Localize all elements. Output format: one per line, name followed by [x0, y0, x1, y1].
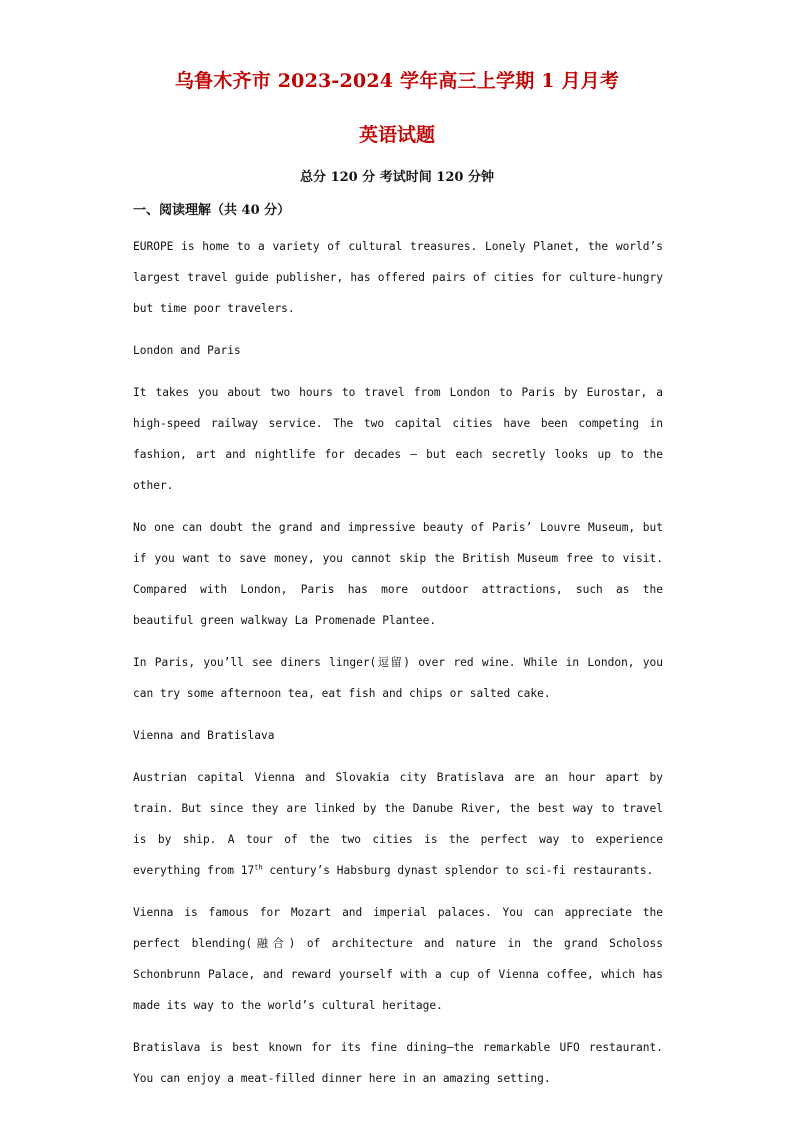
paragraph-danube-main: Austrian capital Vienna and Slovakia city Bratislava are an hour apart by train. But since they are linked by the Danube River, the best way to travel is by ship. A tour of the two cities is the perfect way to experience everything from 17: [133, 771, 663, 877]
paragraph-vienna: Vienna is famous for Mozart and imperial palaces. You can appreciate the perfect blending(融合) of architecture and nature in the grand Scholoss Schonbrunn Palace, and reward yourself with a cup of Vienna coffee, which has made its way to the world’s cultural heritage.: [133, 906, 663, 1012]
paragraph-danube: [133, 762, 663, 886]
exam-info: 总分 120 分 考试时间 120 分钟: [300, 170, 494, 185]
paragraph-museums: No one can doubt the grand and impressive beauty of Paris’ Louvre Museum, but if you want to save money, you cannot skip the British Museum free to visit. Compared with London, Paris has more outdoor attractions, such as the beautiful green walkway La Promenade Plantee.: [133, 521, 663, 627]
paragraph-eurostar: It takes you about two hours to travel from London to Paris by Eurostar, a high-speed railway service. The two capital cities have been competing in fashion, art and nightlife for decades — but each secretly looks up to the other.: [133, 386, 663, 492]
document-subtitle: 英语试题: [358, 124, 435, 146]
subheading-london-paris: London and Paris: [133, 344, 241, 357]
section-heading: 一、阅读理解（共 40 分）: [133, 203, 291, 218]
paragraph-intro: EUROPE is home to a variety of cultural treasures. Lonely Planet, the world’s largest travel guide publisher, has offered pairs of cities for culture-hungry but time poor travelers.: [133, 240, 663, 315]
reading-passage: [133, 231, 663, 1105]
paragraph-danube-tail: century’s Habsburg dynast splendor to sci-fi restaurants.: [262, 864, 654, 877]
subheading-vienna-bratislava: Vienna and Bratislava: [133, 729, 275, 742]
paragraph-bratislava: Bratislava is best known for its fine dining—the remarkable UFO restaurant. You can enjoy a meat-filled dinner here in an amazing setting.: [133, 1041, 663, 1085]
ordinal-superscript: th: [254, 863, 263, 872]
document-title: 乌鲁木齐市 2023-2024 学年高三上学期 1 月月考: [174, 70, 620, 92]
paragraph-dining: In Paris, you’ll see diners linger(逗留) over red wine. While in London, you can try some afternoon tea, eat fish and chips or salted cake.: [133, 656, 663, 700]
